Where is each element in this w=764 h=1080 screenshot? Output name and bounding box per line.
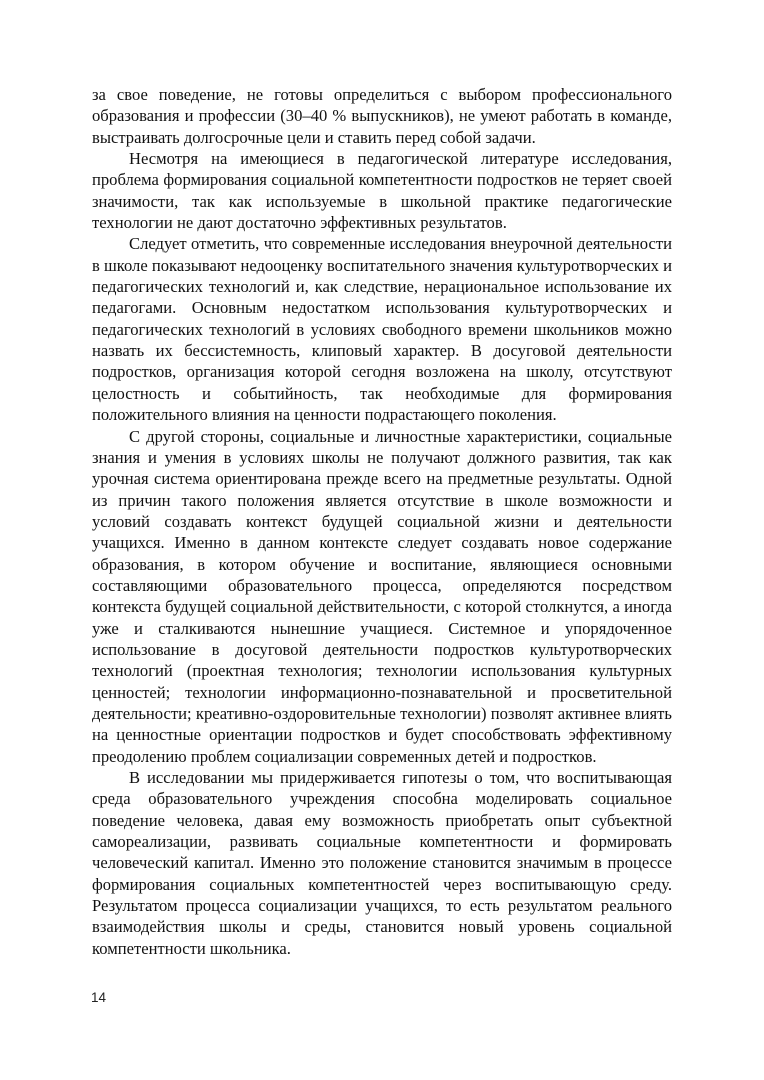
paragraph: В исследовании мы придерживается гипотезы о том, что воспитывающая среда образовательного учреждения способна моделировать социальное поведение человека, давая ему возможность приобретать опыт субъектной самореализации, развивать социальные компетентности и формировать человеческий капитал. Именно это положение становится значимым в процессе формирования социальных компетентностей через воспитывающую среду. Результатом процесса социализации учащихся, то есть результатом реального взаимодействия школы и среды, становится новый уровень социальной компетентности школьника. <box>92 768 672 958</box>
paragraph: С другой стороны, социальные и личностные характеристики, социальные знания и умения в условиях школы не получают должного развития, так как урочная система ориентирована прежде всего на предметные результаты. Одной из причин такого положения является отсутствие в школе возможности и условий создавать контекст будущей социальной жизни и деятельности учащихся. Именно в данном контексте следует создавать новое содержание образования, в котором обучение и воспитание, являющиеся основными составляющими образовательного процесса, определяются посредством контекста будущей социальной действительности, с которой столкнутся, а иногда уже и сталкиваются нынешние учащиеся. Системное и упорядоченное использование в досуговой деятельности подростков культуротворческих технологий (проектная технология; технологии использования культурных ценностей; технологии информационно-познавательной и просветительной деятельности; креативно-оздоровительные технологии) позволят активнее влиять на ценностные ориентации подростков и будет способствовать эффективному преодолению проблем социализации современных детей и подростков. <box>92 426 672 766</box>
paragraph: Несмотря на имеющиеся в педагогической литературе исследования, проблема формирования социальной компетентности подростков не теряет своей значимости, так как используемые в школьной практике педагогические технологии не дают достаточно эффективных результатов. <box>92 149 672 233</box>
page-number: 14 <box>91 990 107 1005</box>
paragraph: Следует отметить, что современные исследования внеурочной деятельности в школе показывают недооценку воспитательного значения культуротворческих и педагогических технологий и, как следствие, нерациональное использование их педагогами. Основным недостатком использования культуротворческих и педагогических технологий в условиях свободного времени школьников можно назвать их бессистемность, клиповый характер. В досуговой деятельности подростков, организация которой сегодня возложена на школу, отсутствуют целостность и событийность, так необходимые для формирования положительного влияния на ценности подрастающего поколения. <box>92 234 672 425</box>
paragraph-continuation: за свое поведение, не готовы определиться с выбором профессионального образования и профессии (30–40 % выпускников), не умеют работать в команде, выстраивать долгосрочные цели и ставить перед собой задачи. <box>92 85 672 147</box>
body-text <box>92 84 672 959</box>
